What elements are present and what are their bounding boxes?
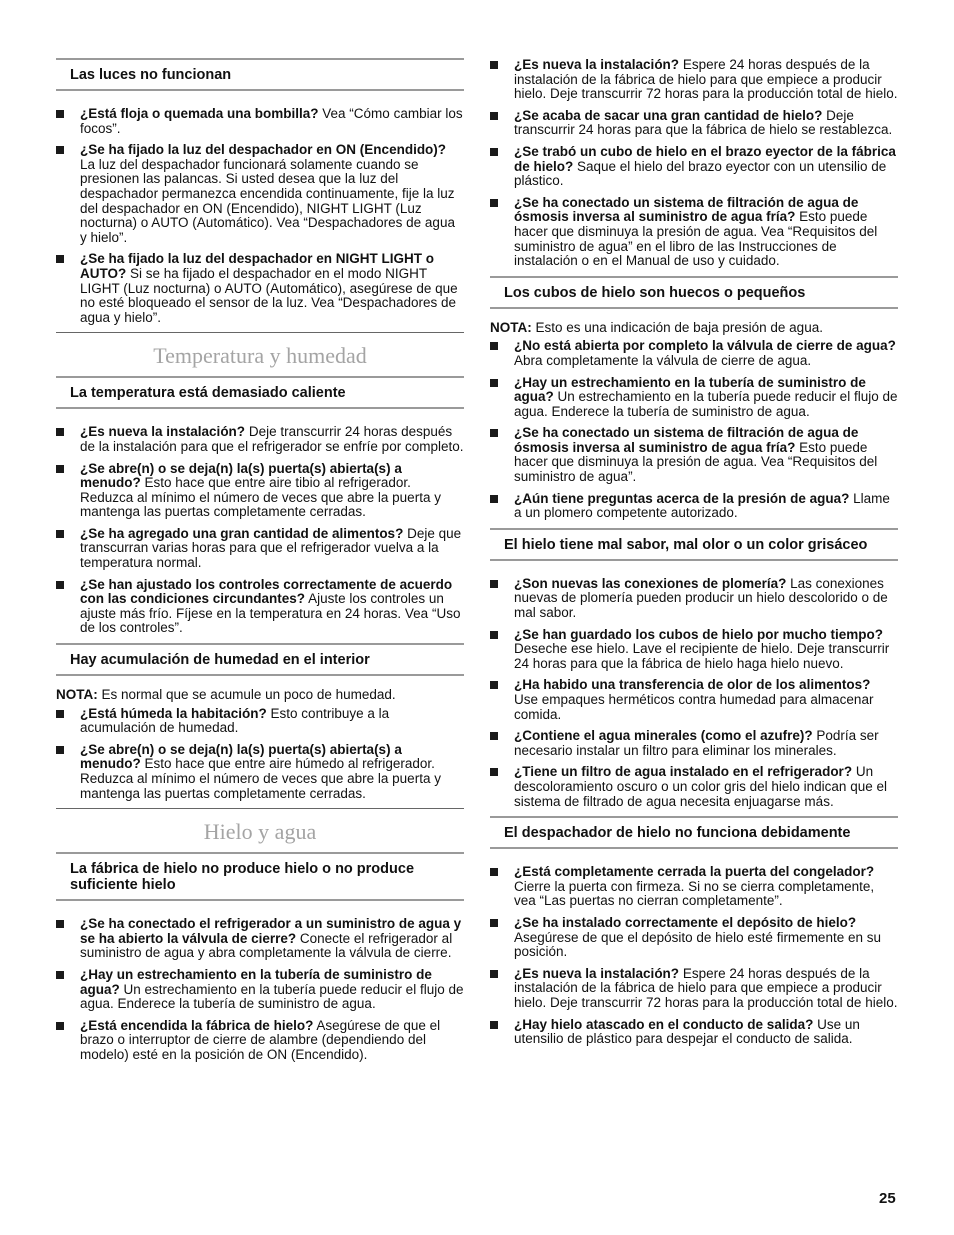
page-number: 25 xyxy=(879,1190,896,1207)
item-question: ¿Se abre(n) o se deja(n) la(s) puerta(s) abierta(s) a menudo? xyxy=(80,741,402,772)
list-item xyxy=(490,339,898,368)
list-item xyxy=(490,967,898,1011)
item-question: ¿Se ha instalado correctamente el depósito de hielo? xyxy=(514,914,857,930)
ice-water-heading: Hielo y agua xyxy=(56,808,464,844)
right-column xyxy=(490,58,898,1054)
section-hollow-heading: Los cubos de hielo son huecos o pequeños xyxy=(490,276,898,309)
list-item xyxy=(56,707,464,736)
item-question: ¿Se ha conectado un sistema de filtración de agua de ósmosis inversa al suministro de agua fría? xyxy=(514,425,859,455)
list-item xyxy=(490,426,898,484)
item-question: ¿Ha habido una transferencia de olor de los alimentos? xyxy=(514,677,871,693)
list-item xyxy=(490,145,898,189)
item-text: Esto hace que entre aire tibio al refrigerador. Reduzca al mínimo el número de veces que abre la puerta y mantenga las puertas completamente cerradas. xyxy=(80,475,441,520)
item-text: Use empaques herméticos contra humedad para almacenar comida. xyxy=(514,692,874,722)
item-text: Conecte el refrigerador al suministro de agua y abra completamente la válvula de cierre. xyxy=(80,930,453,961)
item-text: Deseche ese hielo. Lave el recipiente de hielo. Deje transcurrir 24 horas para que la fábrica de hielo haga hielo nuevo. xyxy=(514,641,890,671)
moisture-note xyxy=(56,688,464,703)
item-question: ¿Hay un estrechamiento en la tubería de suministro de agua? xyxy=(80,966,432,997)
item-question: ¿Está completamente cerrada la puerta del congelador? xyxy=(514,864,875,880)
item-question: ¿No está abierta por completo la válvula de cierre de agua? xyxy=(514,338,896,354)
list-item xyxy=(490,678,898,722)
item-text: Deje que transcurran varias horas para que el refrigerador vuelva a la temperatura normal. xyxy=(80,525,462,571)
item-text: Ajuste los controles un ajuste más frío. Fíjese en la temperatura en 24 horas. Vea “Uso de los controles”. xyxy=(80,591,461,636)
too-warm-list xyxy=(56,425,464,636)
item-text: Espere 24 horas después de la instalación de la fábrica de hielo para que empiece a producir hielo. Deje transcurrir 72 horas para la producción total de hielo. xyxy=(514,965,898,1010)
item-question: ¿Es nueva la instalación? xyxy=(80,424,246,440)
list-item xyxy=(490,729,898,758)
list-item xyxy=(56,252,464,325)
item-text: Abra completamente la válvula de cierre de agua. xyxy=(514,352,812,368)
lights-list xyxy=(56,107,464,325)
section-dispenser-heading: El despachador de hielo no funciona debidamente xyxy=(490,816,898,849)
item-text: Las conexiones nuevas de plomería pueden producir un hielo descolorido o de mal sabor. xyxy=(514,575,888,621)
taste-list xyxy=(490,577,898,809)
list-item xyxy=(56,425,464,454)
item-text: Si se ha fijado el despachador en el modo NIGHT LIGHT (Luz nocturna) o AUTO (Automático), asegúrese de que no esté bloqueado el sensor de la luz. Vea “Despachadores de agua y hielo”. xyxy=(80,265,458,325)
list-item xyxy=(490,628,898,672)
list-item xyxy=(56,578,464,636)
item-question: ¿Es nueva la instalación? xyxy=(514,57,680,72)
note-text: Esto es una indicación de baja presión de agua. xyxy=(531,319,823,335)
section-moisture-heading: Hay acumulación de humedad en el interior xyxy=(56,643,464,676)
note-label: NOTA: xyxy=(490,319,532,335)
list-item xyxy=(56,143,464,245)
item-text: Asegúrese de que el depósito de hielo esté firmemente en su posición. xyxy=(514,929,881,960)
left-column xyxy=(56,58,464,1070)
list-item xyxy=(56,1019,464,1063)
item-question: ¿Está encendida la fábrica de hielo? xyxy=(80,1017,314,1033)
item-question: ¿Son nuevas las conexiones de plomería? xyxy=(514,575,787,591)
item-question: ¿Se trabó un cubo de hielo en el brazo eyector de la fábrica de hielo? xyxy=(514,143,896,174)
item-text: Esto hace que entre aire húmedo al refrigerador. Reduzca al mínimo el número de veces que abre la puerta y mantenga las puertas completamente cerradas. xyxy=(80,756,441,801)
list-item xyxy=(490,109,898,138)
list-item xyxy=(490,376,898,420)
item-text: Deje transcurrir 24 horas para que la fábrica de hielo se restablezca. xyxy=(514,107,893,138)
list-item xyxy=(490,765,898,809)
item-question: ¿Se ha agregado una gran cantidad de alimentos? xyxy=(80,525,404,541)
item-text: Esto puede hacer que disminuya la presión de agua. Vea “Requisitos del suministro de agua”. xyxy=(514,439,878,485)
item-text: Podría ser necesario instalar un filtro para eliminar los minerales. xyxy=(514,728,879,758)
item-question: ¿Se han guardado los cubos de hielo por mucho tiempo? xyxy=(514,626,884,642)
list-item xyxy=(490,916,898,960)
item-question: ¿Está floja o quemada una bombilla? xyxy=(80,106,319,121)
hollow-list xyxy=(490,339,898,521)
item-question: ¿Se ha conectado el refrigerador a un suministro de agua y se ha abierto la válvula de cierre? xyxy=(80,916,462,946)
item-question: ¿Se ha fijado la luz del despachador en NIGHT LIGHT o AUTO? xyxy=(80,251,435,281)
item-text: Esto contribuye a la acumulación de humedad. xyxy=(80,705,390,736)
note-text: Es normal que se acumule un poco de humedad. xyxy=(97,687,396,703)
item-text: Un estrechamiento en la tubería puede reducir el flujo de agua. Enderece la tubería de suministro de agua. xyxy=(514,389,898,419)
list-item xyxy=(490,492,898,521)
moisture-list xyxy=(56,707,464,802)
temperature-heading: Temperatura y humedad xyxy=(56,332,464,368)
item-question: ¿Hay un estrechamiento en la tubería de suministro de agua? xyxy=(514,374,866,405)
list-item xyxy=(490,1018,898,1047)
item-question: ¿Se han ajustado los controles correctamente de acuerdo con las condiciones circundantes? xyxy=(80,576,453,607)
item-question: ¿Hay hielo atascado en el conducto de salida? xyxy=(514,1016,814,1032)
list-item xyxy=(490,196,898,269)
list-item xyxy=(490,577,898,621)
item-question: ¿Contiene el agua minerales (como el azufre)? xyxy=(514,728,813,744)
hollow-note xyxy=(490,321,898,336)
list-item xyxy=(490,58,898,102)
no-ice-continued-list xyxy=(490,58,898,269)
item-text: Un descoloramiento oscuro o un color gris del hielo indican que el sistema de filtrado de agua necesita enjuagarse más. xyxy=(514,764,887,809)
item-question: ¿Aún tiene preguntas acerca de la presión de agua? xyxy=(514,490,850,506)
note-label: NOTA: xyxy=(56,687,98,703)
list-item xyxy=(56,527,464,571)
no-ice-list xyxy=(56,917,464,1062)
section-lights-heading: Las luces no funcionan xyxy=(56,58,464,91)
item-text: Espere 24 horas después de la instalación de la fábrica de hielo para que empiece a producir hielo. Deje transcurrir 72 horas para la producción total de hielo. xyxy=(514,57,898,102)
item-text: La luz del despachador funcionará solamente cuando se presionen las palancas. Si usted desea que la luz del despachador permanezca encendida continuamente, fije la luz del despachador en ON (Encendido), NIGHT LIGHT (Luz nocturna) o AUTO (Automático). Vea “Despachadores de agua y hielo”. xyxy=(80,156,455,245)
item-text: Esto puede hacer que disminuya la presión de agua. Vea “Requisitos del suministro de agua” en el libro de las Instrucciones de instalación o en el Manual de uso y cuidado. xyxy=(514,209,878,269)
item-question: ¿Es nueva la instalación? xyxy=(514,965,680,981)
item-text: Un estrechamiento en la tubería puede reducir el flujo de agua. Enderece la tubería de suministro de agua. xyxy=(80,981,464,1012)
item-question: ¿Está húmeda la habitación? xyxy=(80,705,267,721)
section-no-ice-heading: La fábrica de hielo no produce hielo o no produce suficiente hielo xyxy=(56,852,464,901)
item-text: Cierre la puerta con firmeza. Si no se cierra completamente, vea “Las puertas no cierran completamente”. xyxy=(514,878,875,909)
dispenser-list xyxy=(490,865,898,1047)
section-taste-heading: El hielo tiene mal sabor, mal olor o un color grisáceo xyxy=(490,528,898,561)
list-item xyxy=(56,462,464,520)
item-question: ¿Se abre(n) o se deja(n) la(s) puerta(s) abierta(s) a menudo? xyxy=(80,460,402,491)
item-question: ¿Se ha conectado un sistema de filtración de agua de ósmosis inversa al suministro de agua fría? xyxy=(514,194,859,225)
item-text: Llame a un plomero competente autorizado. xyxy=(514,490,890,521)
list-item xyxy=(56,917,464,961)
item-text: Vea “Cómo cambiar los focos”. xyxy=(80,106,463,136)
list-item xyxy=(56,743,464,801)
item-text: Asegúrese de que el brazo o interruptor de cierre de alambre (dependiendo del modelo) esté en la posición de ON (Encendido). xyxy=(80,1017,441,1062)
item-text: Deje transcurrir 24 horas después de la instalación para que el refrigerador se enfríe por completo. xyxy=(80,424,464,454)
list-item xyxy=(56,107,464,136)
item-question: ¿Se acaba de sacar una gran cantidad de hielo? xyxy=(514,107,823,123)
list-item xyxy=(56,968,464,1012)
item-text: Use un utensilio de plástico para despejar el conducto de salida. xyxy=(514,1016,860,1047)
item-question: ¿Se ha fijado la luz del despachador en ON (Encendido)? xyxy=(80,142,447,158)
list-item xyxy=(490,865,898,909)
item-text: Saque el hielo del brazo eyector con un utensilio de plástico. xyxy=(514,158,887,189)
item-question: ¿Tiene un filtro de agua instalado en el refrigerador? xyxy=(514,764,853,780)
section-too-warm-heading: La temperatura está demasiado caliente xyxy=(56,376,464,409)
